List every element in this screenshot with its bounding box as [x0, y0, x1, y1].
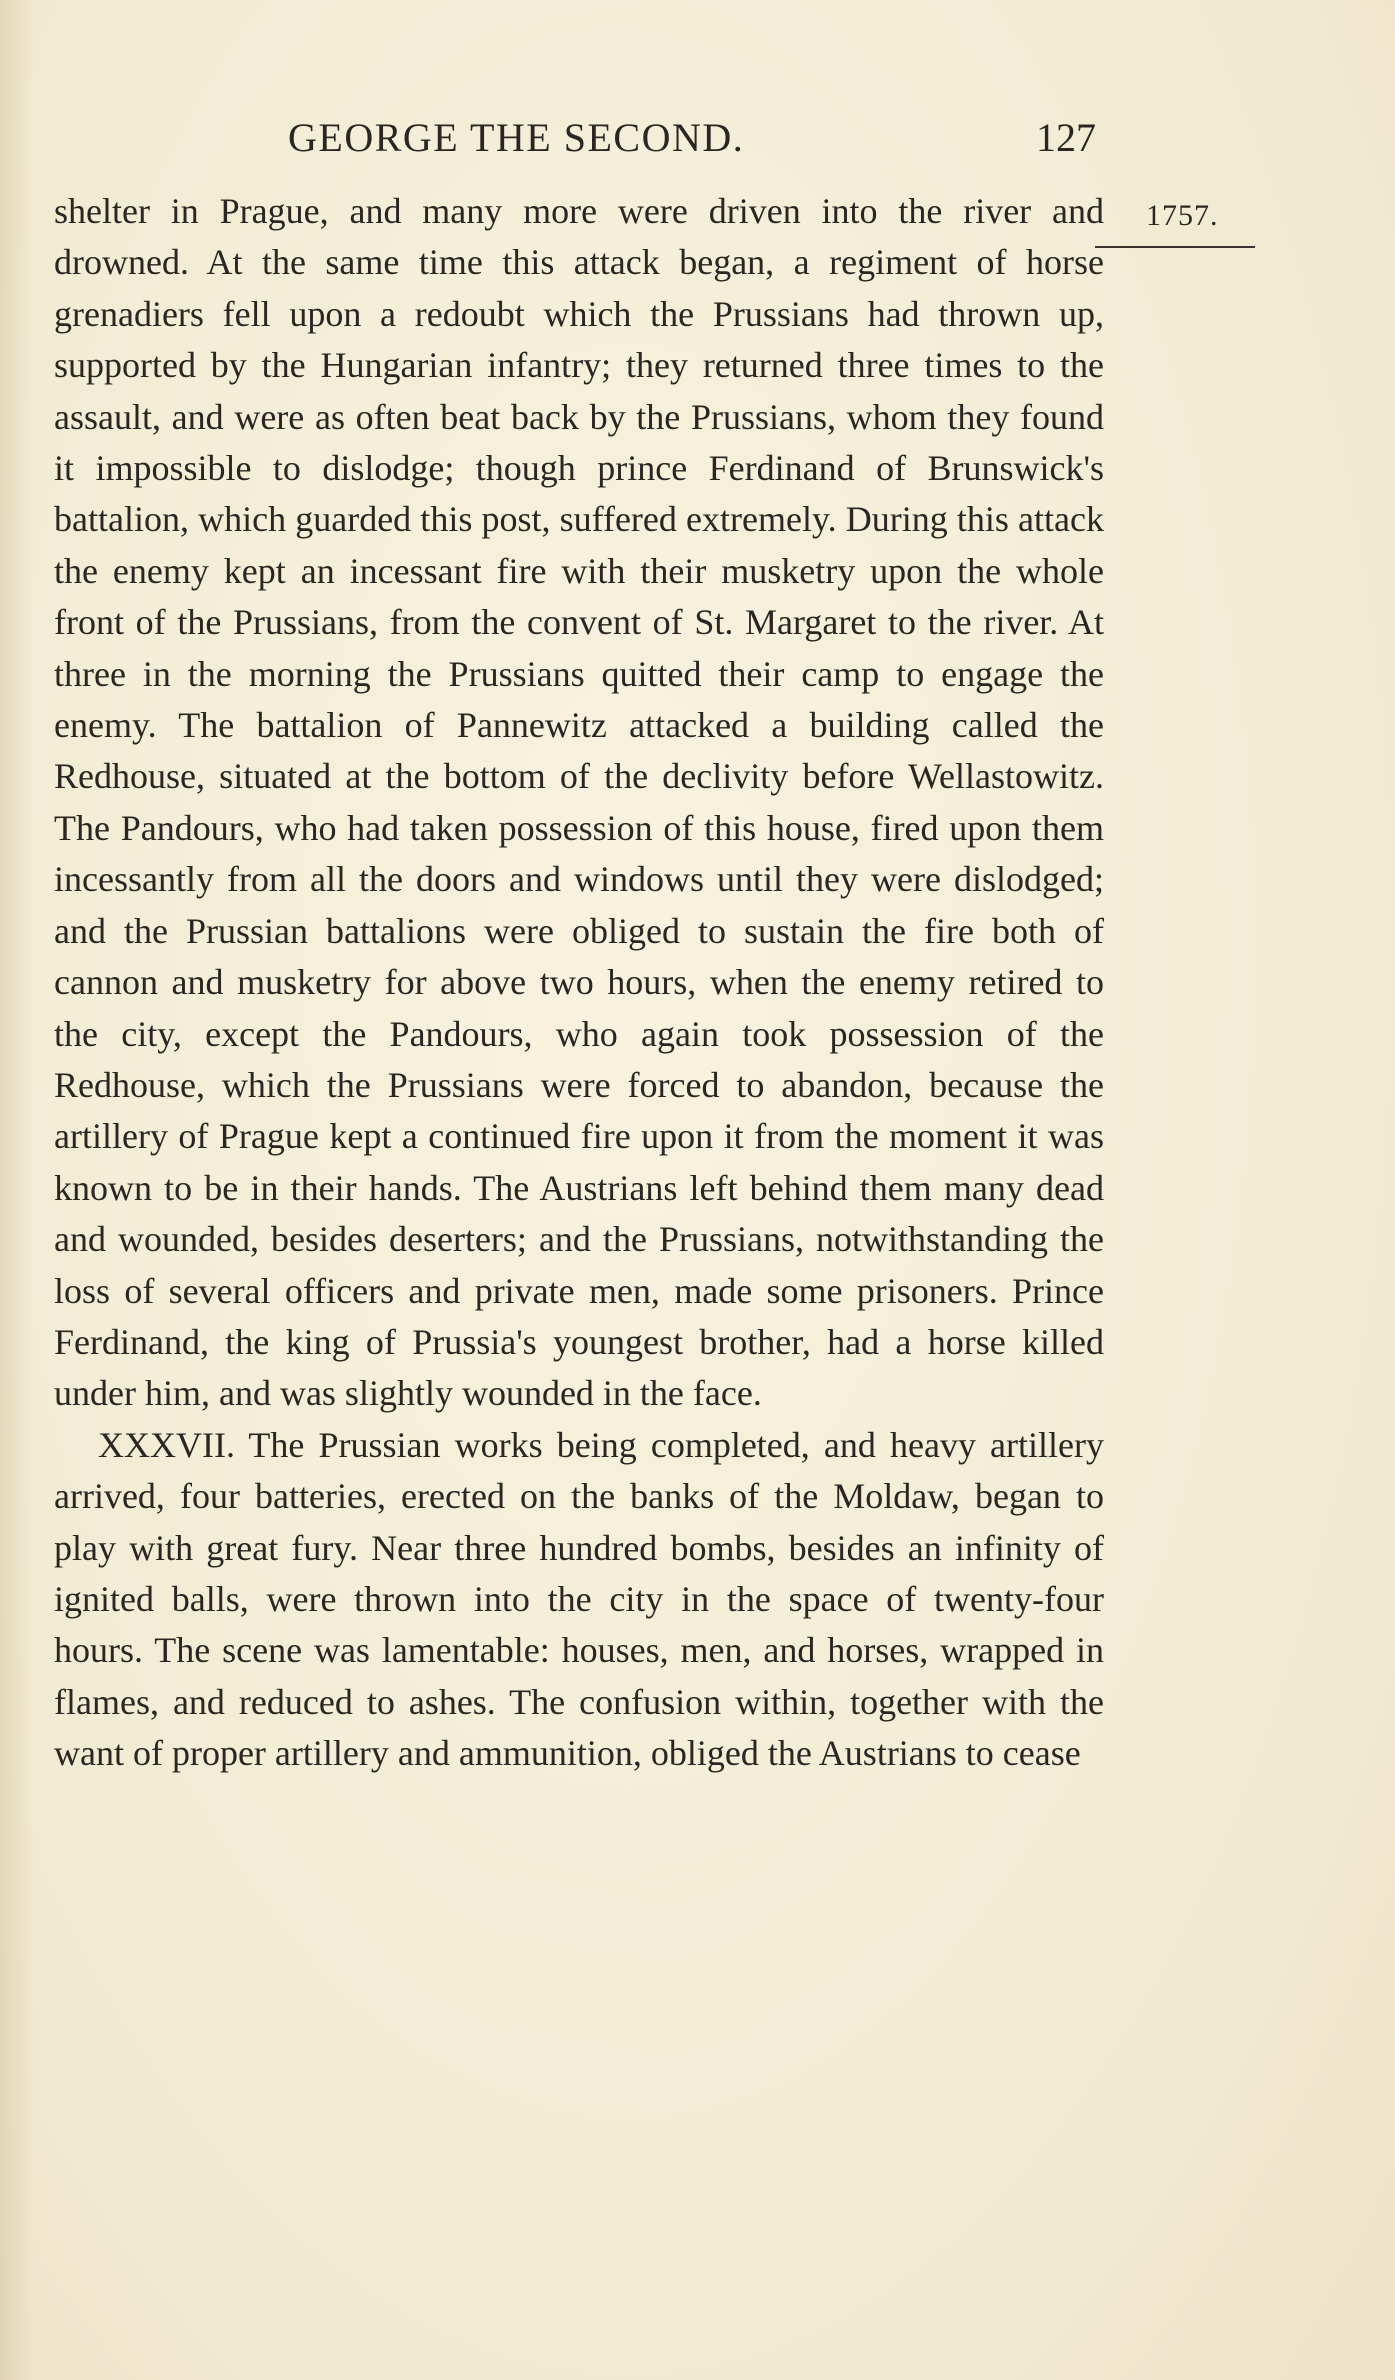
margin-rule: [1095, 246, 1255, 248]
running-head: [288, 110, 1096, 166]
paragraph-continued: shelter in Prague, and many more were driven into the river and drowned. At the same time this attack began, a regiment of horse grenadiers fell upon a redoubt which the Prussians had thrown up, supported by the Hungarian infantry; they returned three times to the assault, and were as often beat back by the Prussians, whom they found it impossible to dislodge; though prince Ferdinand of Brunswick's battalion, which guarded this post, suffered extremely. During this attack the enemy kept an incessant fire with their musketry upon the whole front of the Prussians, from the convent of St. Margaret to the river. At three in the morning the Prussians quitted their camp to engage the enemy. The battalion of Pannewitz attacked a building called the Redhouse, situated at the bottom of the declivity before Wellastowitz. The Pandours, who had taken possession of this house, fired upon them incessantly from all the doors and windows until they were dislodged; and the Prussian battalions were obliged to sustain the fire both of cannon and musketry for above two hours, when the enemy retired to the city, except the Pandours, who again took possession of the Redhouse, which the Prussians were forced to abandon, because the artillery of Prague kept a continued fire upon it from the moment it was known to be in their hands. The Austrians left behind them many dead and wounded, besides deserters; and the Prussians, notwithstanding the loss of several officers and private men, made some prisoners. Prince Ferdinand, the king of Prussia's youngest brother, had a horse killed under him, and was slightly wounded in the face.: [54, 191, 1104, 1414]
body-text: [54, 186, 1104, 1780]
paragraph-xxxvii: XXXVII. The Prussian works being completed, and heavy artillery arrived, four batteries, erected on the banks of the Moldaw, began to play with great fury. Near three hundred bombs, besides an infinity of ignited balls, were thrown into the city in the space of twenty-four hours. The scene was lamentable: houses, men, and horses, wrapped in flames, and reduced to ashes. The confusion within, together with the want of proper artillery and ammunition, obliged the Austrians to cease: [54, 1424, 1104, 1774]
page-gutter-shadow: [0, 0, 34, 2380]
page-number: 127: [1036, 115, 1096, 160]
margin-year-note: 1757.: [1146, 199, 1219, 232]
running-title: GEORGE THE SECOND.: [288, 115, 745, 160]
